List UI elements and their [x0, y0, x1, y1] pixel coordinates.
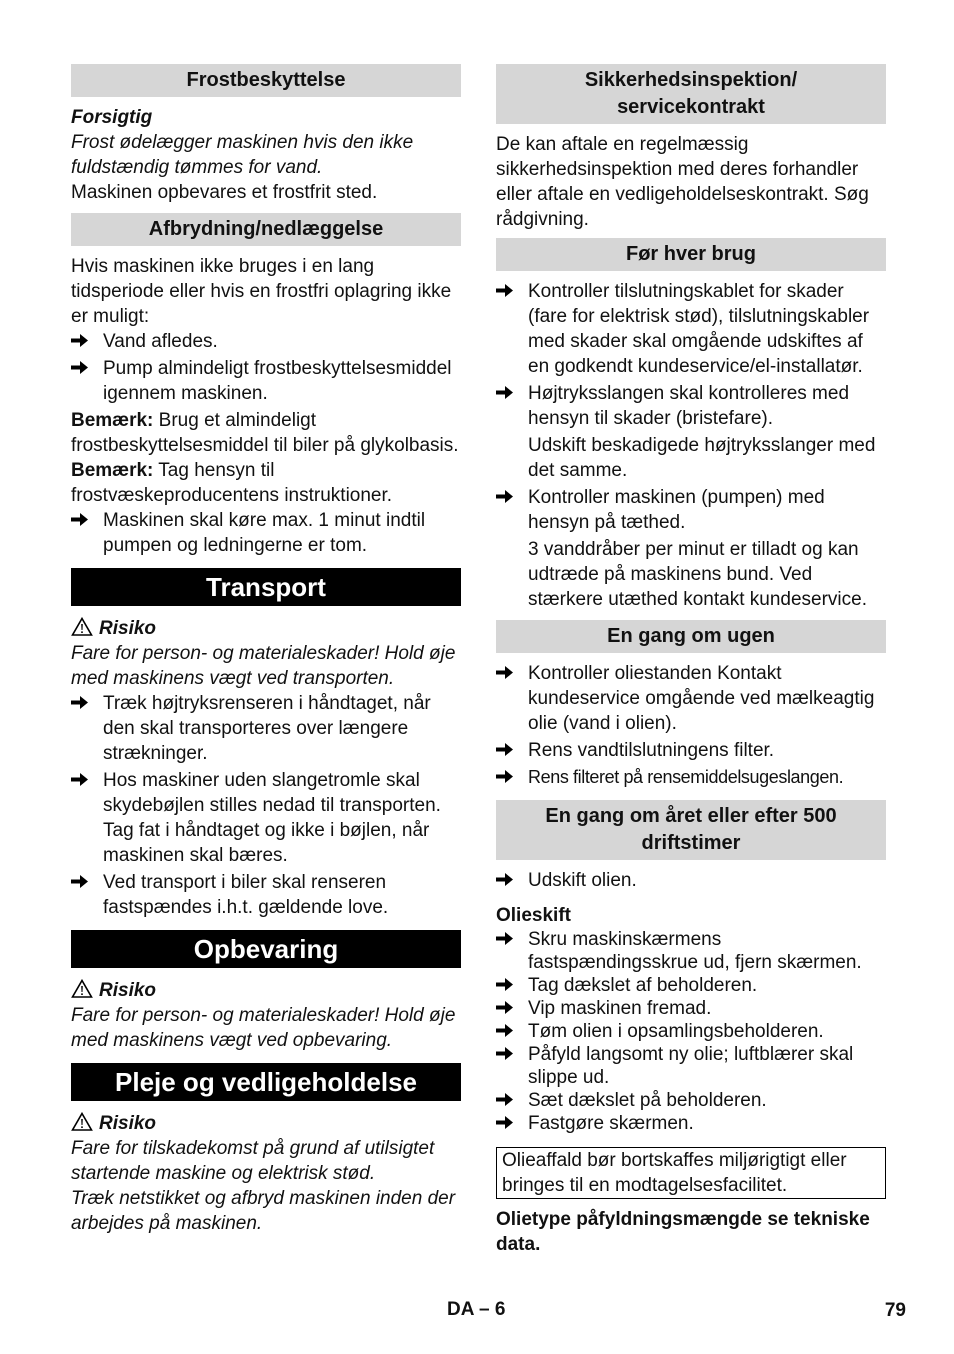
list-item: Udskift olien.	[496, 868, 886, 893]
storage-risk-label: Risiko	[71, 978, 461, 1003]
arrow-right-icon	[496, 931, 513, 946]
care-risk-label: Risiko	[71, 1111, 461, 1136]
transport-risk-label: Risiko	[71, 616, 461, 641]
inspection-text: De kan aftale en regelmæssig sikkerhedsinspektion med deres forhandler eller aftale en vedligeholdelseskontrakt. Søg rådgivning.	[496, 134, 869, 230]
shutdown-intro: Hvis maskinen ikke bruges i en lang tidsperiode eller hvis en frostfri oplagring ikke er muligt:	[71, 256, 452, 327]
arrow-right-icon	[496, 1000, 513, 1015]
arrow-right-icon	[496, 283, 513, 298]
arrow-right-icon	[496, 1092, 513, 1107]
footer-page-number: 79	[884, 1300, 906, 1321]
list-item: Tag dækslet af beholderen.	[496, 974, 886, 997]
arrow-right-icon	[496, 1046, 513, 1061]
weekly-heading: En gang om ugen	[496, 620, 886, 653]
right-column	[496, 64, 886, 1257]
arrow-right-icon	[496, 1023, 513, 1038]
arrow-right-icon	[71, 512, 88, 527]
list-item: Sæt dækslet på beholderen.	[496, 1089, 886, 1112]
disposal-note-box: Olieaffald bør bortskaffes miljørigtigt eller bringes til en modtagelsesfacilitet.	[496, 1147, 886, 1199]
list-item: Hos maskiner uden slangetromle skal skydebøjlen stilles nedad til transporten. Tag fat i håndtaget og ikke i bøjlen, når maskinen skal bæres.	[71, 768, 461, 868]
list-item: Kontroller maskinen (pumpen) med hensyn på tæthed.	[496, 485, 886, 535]
arrow-right-icon	[71, 333, 88, 348]
list-item: Vand afledes.	[71, 329, 461, 354]
list-item: Påfyld langsomt ny olie; luftblærer skal slippe ud.	[496, 1043, 886, 1089]
list-item: Tøm olien i opsamlingsbeholderen.	[496, 1020, 886, 1043]
storage-heading: Opbevaring	[71, 930, 461, 968]
care-risk-text-2: Træk netstikket og afbryd maskinen inden der arbejdes på maskinen.	[71, 1188, 456, 1234]
storage-risk-text: Fare for person- og materialeskader! Hold øje med maskinens vægt ved opbevaring.	[71, 1005, 456, 1051]
oil-change-title: Olieskift	[496, 905, 571, 926]
arrow-right-icon	[496, 1115, 513, 1130]
list-item: Træk højtryksrenseren i håndtaget, når den skal transporteres over længere strækninger.	[71, 691, 461, 766]
left-column	[71, 64, 461, 1236]
inspection-heading: Sikkerhedsinspektion/ servicekontrakt	[496, 64, 886, 124]
list-item: Vip maskinen fremad.	[496, 997, 886, 1020]
frost-heading: Frostbeskyttelse	[71, 64, 461, 97]
transport-heading: Transport	[71, 568, 461, 606]
arrow-right-icon	[496, 872, 513, 887]
list-item: Højtryksslangen skal kontrolleres med hensyn til skader (bristefare).	[496, 381, 886, 431]
list-item: Maskinen skal køre max. 1 minut indtil pumpen og ledningerne er tom.	[71, 508, 461, 558]
yearly-heading: En gang om året eller efter 500 driftstimer	[496, 800, 886, 860]
oil-type-note: Olietype påfyldningsmængde se tekniske data.	[496, 1209, 870, 1255]
arrow-right-icon	[496, 769, 513, 784]
list-item: Kontroller tilslutningskablet for skader (fare for elektrisk stød), tilslutningskabler med skader skal omgående udskiftes af en godkendt kundeservice/el-installatør.	[496, 279, 886, 379]
list-item: Pump almindeligt frostbeskyttelsesmiddel igennem maskinen.	[71, 356, 461, 406]
warning-triangle-icon	[71, 979, 93, 998]
before-use-b3-extra: 3 vanddråber per minut er tilladt og kan udtræde på maskinens bund. Ved stærkere utæthed kontakt kundeservice.	[528, 539, 868, 610]
arrow-right-icon	[496, 489, 513, 504]
list-item: Skru maskinskærmens fastspændingsskrue ud, fjern skærmen.	[496, 928, 886, 974]
shutdown-heading: Afbrydning/nedlæggelse	[71, 213, 461, 246]
list-item: Rens vandtilslutningens filter.	[496, 738, 886, 763]
arrow-right-icon	[496, 977, 513, 992]
before-use-b2-extra: Udskift beskadigede højtryksslanger med det samme.	[528, 435, 876, 481]
shutdown-note-1: Bemærk: Brug et almindeligt frostbeskyttelsesmiddel til biler på glykolbasis.	[71, 410, 459, 456]
before-use-heading: Før hver brug	[496, 238, 886, 271]
warning-triangle-icon	[71, 617, 93, 636]
arrow-right-icon	[71, 874, 88, 889]
frost-caution-label: Forsigtig	[71, 107, 153, 128]
list-item: Rens filteret på rensemiddelsugeslangen.	[496, 765, 886, 790]
footer-language-page: DA – 6	[447, 1299, 506, 1320]
shutdown-note-2: Bemærk: Tag hensyn til frostvæskeproducentens instruktioner.	[71, 460, 393, 506]
frost-text: Maskinen opbevares et frostfrit sted.	[71, 182, 378, 203]
arrow-right-icon	[496, 385, 513, 400]
arrow-right-icon	[496, 665, 513, 680]
frost-caution-text: Frost ødelægger maskinen hvis den ikke fuldstændig tømmes for vand.	[71, 132, 414, 178]
care-risk-text-1: Fare for tilskadekomst på grund af utilsigtet startende maskine og elektrisk stød.	[71, 1138, 435, 1184]
arrow-right-icon	[496, 742, 513, 757]
list-item: Kontroller oliestanden Kontakt kundeservice omgående ved mælkeagtig olie (vand i olien).	[496, 661, 886, 736]
list-item: Ved transport i biler skal renseren fastspændes i.h.t. gældende love.	[71, 870, 461, 920]
warning-triangle-icon	[71, 1112, 93, 1131]
transport-risk-text: Fare for person- og materialeskader! Hold øje med maskinens vægt ved transporten.	[71, 643, 456, 689]
arrow-right-icon	[71, 360, 88, 375]
arrow-right-icon	[71, 772, 88, 787]
arrow-right-icon	[71, 695, 88, 710]
list-item: Fastgøre skærmen.	[496, 1112, 886, 1135]
care-heading: Pleje og vedligeholdelse	[71, 1063, 461, 1101]
